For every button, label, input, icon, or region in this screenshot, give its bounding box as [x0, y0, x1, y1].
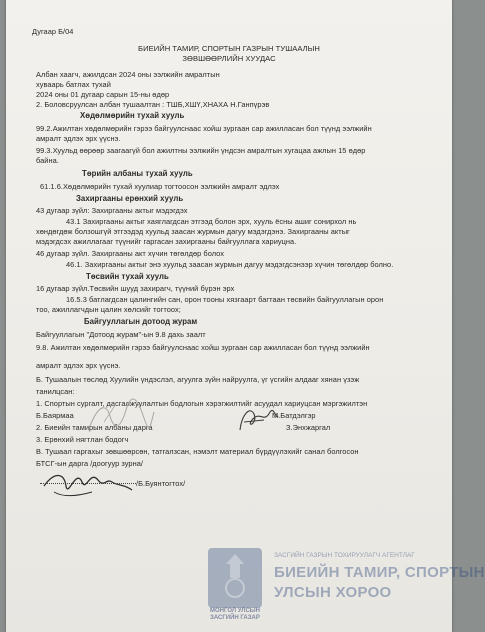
- document-title-line-2: ЗӨВШӨӨРЛИЙН ХУУДАС: [182, 54, 276, 63]
- emblem-icon: [208, 548, 262, 608]
- section-heading: Байгууллагын дотоод журам: [84, 317, 198, 326]
- paragraph-line: 46.1. Захиргааны актыг энэ хуульд заасан журмын дагуу мэдэгдсэнээр хүчин төгөлдөр болно.: [66, 260, 394, 269]
- paragraph-line: 61.1.6.Хөдөлмөрийн тухай хуулиар тогтоосон ээлжийн амралт эдлэх: [40, 182, 280, 191]
- paragraph-line: 16.5.3 батлагдсан цалингийн сан, орон тооны хязгаарт багтаан төсвийн байгууллагын орон: [66, 295, 384, 304]
- agency-name-line-2: УЛСЫН ХОРОО: [274, 584, 392, 601]
- paragraph-line: 16 дугаар зүйл.Төсвийн шууд захирагч, түүний бүрэн эрх: [36, 284, 235, 293]
- section-heading: Төрийн албаны тухай хууль: [82, 169, 193, 178]
- section-heading: Захиргааны ерөнхий хууль: [76, 194, 184, 203]
- approver-name: /Б.Буянтогтох/: [136, 479, 186, 488]
- document-number: Дугаар Б/04: [32, 27, 74, 36]
- approval-line: В. Тушаал гаргахыг зөвшөөрсөн, татгалзсан, нэмэлт материал бүрдүүлэхийг санал болгосон: [36, 447, 359, 456]
- signature-batdelger: [234, 400, 282, 440]
- review-line: 1. Спортын сургалт, дасгалжуулалтын бодлогын хэрэгжилтийг асуудал хариуцсан мэргэжилтэн: [36, 399, 368, 408]
- paragraph-line: амралт эдлэх эрх үүснэ.: [36, 361, 121, 370]
- document-page: [6, 0, 485, 632]
- intro-line: хуваарь батлах тухай: [36, 80, 111, 89]
- paragraph-line: 99.2.Ажилтан хөдөлмөрийн гэрээ байгуулснаас хойш зургаан сар ажилласан бол түүнд ээлжийн: [36, 124, 372, 133]
- agency-subtitle: ЗАСГИЙН ГАЗРЫН ТОХИРУУЛАГЧ АГЕНТЛАГ: [274, 552, 415, 559]
- paragraph-line: Байгууллагын "Дотоод журам"-ын 9.8 дахь заалт: [36, 330, 206, 339]
- paragraph-line: 43 дугаар зүйл: Захиргааны актыг мэдэгдэх: [36, 206, 188, 215]
- review-line: танилцсан:: [36, 387, 75, 396]
- paragraph-line: 9.8. Ажилтан хөдөлмөрийн гэрээ байгуулснаас хойш зургаан сар ажилласан бол түүнд ээлжийн: [36, 343, 370, 352]
- agency-watermark: [202, 548, 485, 632]
- paragraph-line: хөндөгдөж болзошгүй этгээдэд хуульд заасан журмын дагуу мэдэгдэнэ. Захиргааны актыг: [36, 227, 350, 236]
- paragraph-line: амралт эдлэх эрх үүснэ.: [36, 134, 121, 143]
- agency-name-line-1: БИЕИЙН ТАМИР, СПОРТЫН: [274, 564, 485, 581]
- paragraph-line: тоо, ажиллагчдын цалин хөлсийг тогтоох;: [36, 305, 181, 314]
- date-line: 2024 оны 01 дугаар сарын 15-ны өдөр: [36, 90, 170, 99]
- intro-line: Албан хаагч, ажилдсан 2024 оны ээлжийн амралтын: [36, 70, 220, 79]
- review-line: Б. Тушаалын төслөд Хуулийн үндэслэл, агуулга зүйн найруулга, үг үсгийн алдааг хянан үзэж: [36, 375, 360, 384]
- paragraph-line: 43.1 Захиргааны актыг хаяглагдсан этгээд болон эрх, хууль ёсны ашиг сонирхол нь: [66, 217, 357, 226]
- reviewer-line: 3. Ерөнхий нягтлан бодогч: [36, 435, 129, 444]
- approval-line: БТСГ-ын дарга /доогуур зурна/: [36, 459, 143, 468]
- document-title-line-1: БИЕИЙН ТАМИР, СПОРТЫН ГАЗРЫН ТУШААЛЫН: [138, 44, 320, 53]
- section-heading: Төсвийн тухай хууль: [86, 272, 169, 281]
- signature-bayarmaa: [86, 396, 156, 436]
- signer-name: З.Энхжаргал: [286, 423, 331, 432]
- signature-line: [40, 483, 136, 484]
- prepared-by-line: 2. Боловсруулсан албан тушаалтан : ТШБ,ХШҮ,ХНАХА Н.Ганпүрэв: [36, 100, 270, 109]
- paragraph-line: 99.3.Хуульд өөрөөр заагаагүй бол ажилтны ээлжийн үндсэн амралтын хугацаа ажлын 15 өдөр: [36, 146, 366, 155]
- emblem-caption: МОНГОЛ УЛСЫН ЗАСГИЙН ГАЗАР: [210, 608, 260, 621]
- paragraph-line: 46 дугаар зүйл. Захиргааны акт хүчин төгөлдөр болох: [36, 249, 224, 258]
- paragraph-line: мэдэгдсэх ажиллагааг түүнийг гаргасан захиргааны байгууллага хариуцна.: [36, 237, 297, 246]
- reviewer-name: Б.Баярмаа: [36, 411, 74, 420]
- paragraph-line: байна.: [36, 156, 59, 165]
- section-heading: Хөдөлмөрийн тухай хууль: [80, 111, 185, 120]
- reviewer-line: 2. Биеийн тамирын албаны дарга: [36, 423, 153, 432]
- signer-name: М.Батдэлгэр: [272, 411, 316, 420]
